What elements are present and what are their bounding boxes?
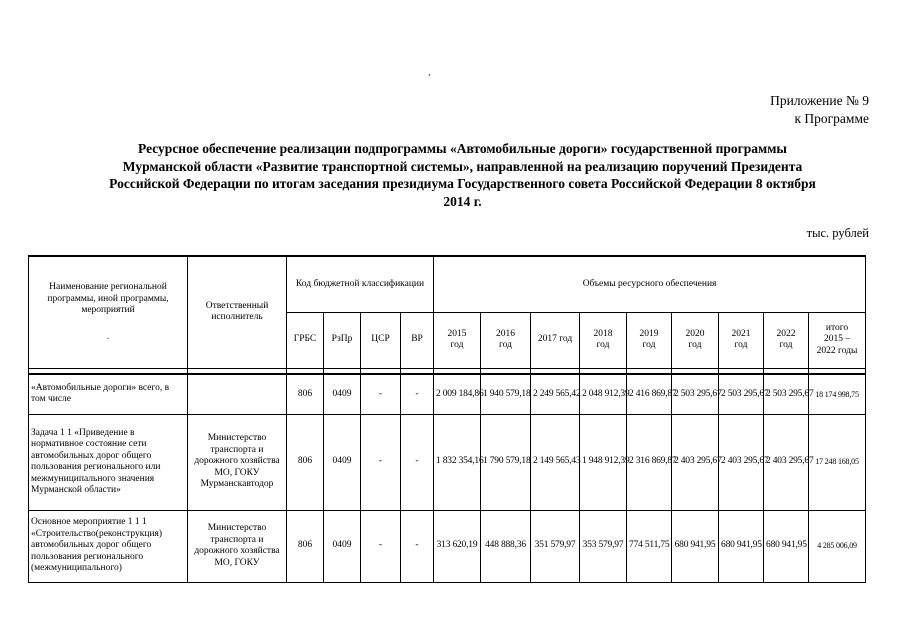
row-grbs: 806 bbox=[287, 374, 324, 414]
row-value-2016: 448 888,36 bbox=[481, 510, 531, 582]
row-executor: Министерство транспорта и дорожного хозяйства МО, ГОКУ bbox=[188, 510, 287, 582]
header-executor: Ответственный исполнитель bbox=[188, 256, 287, 368]
row-value-2018: 353 579,97 bbox=[580, 510, 627, 582]
row-grbs: 806 bbox=[287, 414, 324, 510]
units-label: тыс. рублей bbox=[806, 226, 869, 240]
header-budget-code: Код бюджетной классификации bbox=[287, 256, 434, 312]
header-year-2017: 2017 год bbox=[531, 312, 580, 368]
appendix-reference: к Программе bbox=[794, 111, 869, 126]
row-value-2019: 2 316 869,87 bbox=[627, 414, 672, 510]
row-value-2017: 2 249 565,42 bbox=[531, 374, 580, 414]
title-line-3: Российской Федерации по итогам заседания президиума Государственного совета Российской Федерации 8 октября bbox=[109, 176, 816, 191]
document-title bbox=[60, 140, 865, 210]
header-name-mark: . bbox=[106, 330, 110, 341]
header-vr: ВР bbox=[401, 312, 434, 368]
resource-table bbox=[28, 255, 866, 583]
row-value-2020: 2 503 295,67 bbox=[672, 374, 719, 414]
row-value-total: 17 248 168,05 bbox=[809, 414, 866, 510]
row-value-2022: 2 503 295,67 bbox=[764, 374, 809, 414]
row-value-2020: 680 941,95 bbox=[672, 510, 719, 582]
row-name: Задача 1 1 «Приведение в нормативное состояние сети автомобильных дорог общего пользования регионального или межмуниципального значения Мурманской области» bbox=[29, 414, 188, 510]
title-line-2: Мурманской области «Развитие транспортной системы», направленной на реализацию поручений Президента bbox=[122, 158, 803, 174]
header-name: Наименование региональной программы, иной программы, мероприятий . bbox=[29, 256, 188, 368]
row-csr: - bbox=[361, 374, 401, 414]
header-year-2022: 2022 год bbox=[764, 312, 809, 368]
row-value-total: 18 174 998,75 bbox=[809, 374, 866, 414]
header-csr: ЦСР bbox=[361, 312, 401, 368]
row-value-total: 4 285 006,09 bbox=[809, 510, 866, 582]
row-value-2021: 680 941,95 bbox=[719, 510, 764, 582]
header-volumes: Объемы ресурсного обеспечения bbox=[434, 256, 866, 312]
title-line-1: Ресурсное обеспечение реализации подпрограммы «Автомобильные дороги» государственной программы bbox=[138, 141, 787, 156]
row-value-2022: 2 403 295,67 bbox=[764, 414, 809, 510]
row-executor: Министерство транспорта и дорожного хозяйства МО, ГОКУ Мурманскавтодор bbox=[188, 414, 287, 510]
row-csr: - bbox=[361, 414, 401, 510]
row-value-2018: 2 048 912,39 bbox=[580, 374, 627, 414]
appendix-label bbox=[770, 92, 869, 128]
scan-speck bbox=[429, 74, 430, 76]
row-vr: - bbox=[401, 510, 434, 582]
row-value-2019: 2 416 869,87 bbox=[627, 374, 672, 414]
row-value-2020: 2 403 295,67 bbox=[672, 414, 719, 510]
header-year-2019: 2019 год bbox=[627, 312, 672, 368]
row-value-2022: 680 941,95 bbox=[764, 510, 809, 582]
header-grbs: ГРБС bbox=[287, 312, 324, 368]
title-line-4: 2014 г. bbox=[443, 193, 482, 209]
header-year-2021: 2021 год bbox=[719, 312, 764, 368]
row-value-2021: 2 503 295,67 bbox=[719, 374, 764, 414]
header-total: итого 2015 – 2022 годы bbox=[809, 312, 866, 368]
header-year-2015: 2015 год bbox=[434, 312, 481, 368]
row-value-2021: 2 403 295,67 bbox=[719, 414, 764, 510]
row-value-2016: 1 790 579,18 bbox=[481, 414, 531, 510]
header-year-2020: 2020 год bbox=[672, 312, 719, 368]
header-year-2018: 2018 год bbox=[580, 312, 627, 368]
row-value-2015: 313 620,19 bbox=[434, 510, 481, 582]
table-row bbox=[29, 414, 866, 510]
appendix-number: Приложение № 9 bbox=[770, 93, 869, 108]
table-row bbox=[29, 374, 866, 414]
row-value-2015: 1 832 354,16 bbox=[434, 414, 481, 510]
row-vr: - bbox=[401, 374, 434, 414]
row-value-2017: 2 149 565,43 bbox=[531, 414, 580, 510]
row-value-2016: 1 940 579,18 bbox=[481, 374, 531, 414]
row-value-2017: 351 579,97 bbox=[531, 510, 580, 582]
row-value-2018: 1 948 912,39 bbox=[580, 414, 627, 510]
header-year-2016: 2016 год bbox=[481, 312, 531, 368]
header-row-1 bbox=[29, 256, 866, 312]
row-csr: - bbox=[361, 510, 401, 582]
row-value-2019: 774 511,75 bbox=[627, 510, 672, 582]
table-row bbox=[29, 510, 866, 582]
row-name: «Автомобильные дороги» всего, в том числе bbox=[29, 374, 188, 414]
row-executor bbox=[188, 374, 287, 414]
row-rzpr: 0409 bbox=[324, 414, 361, 510]
row-rzpr: 0409 bbox=[324, 510, 361, 582]
row-grbs: 806 bbox=[287, 510, 324, 582]
row-name: Основное мероприятие 1 1 1 «Строительство(реконструкция) автомобильных дорог общего пользования регионального (межмуниципального) bbox=[29, 510, 188, 582]
row-vr: - bbox=[401, 414, 434, 510]
row-rzpr: 0409 bbox=[324, 374, 361, 414]
header-rzpr: РзПр bbox=[324, 312, 361, 368]
row-value-2015: 2 009 184,86 bbox=[434, 374, 481, 414]
